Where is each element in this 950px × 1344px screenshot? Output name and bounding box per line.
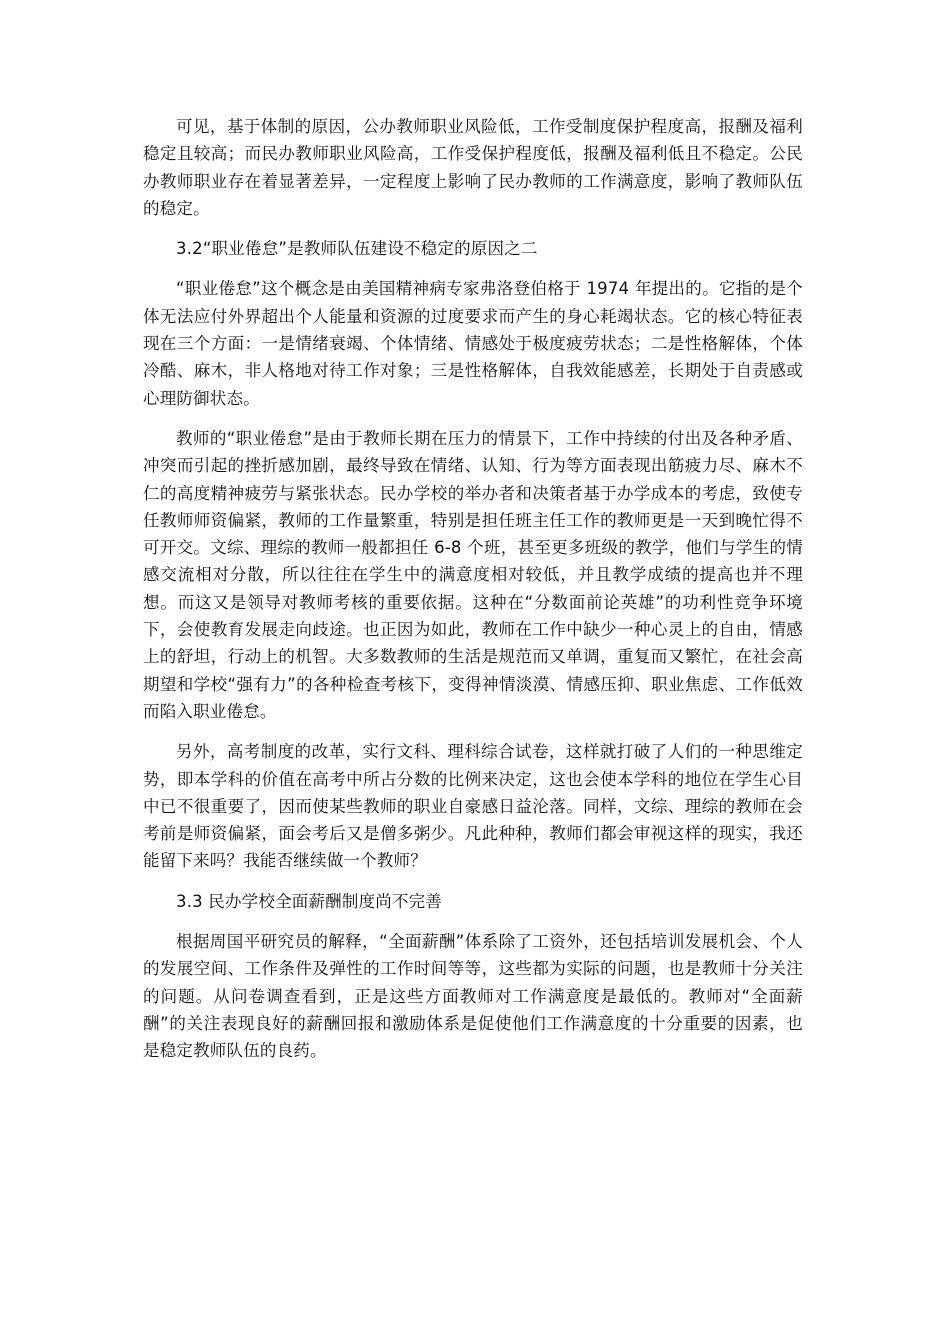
document-body bbox=[143, 113, 803, 1078]
paragraph-burnout-definition: “职业倦怠”这个概念是由美国精神病专家弗洛登伯格于 1974 年提出的。它指的是个体无法应付外界超出个人能量和资源的过度要求而产生的身心耗竭状态。它的核心特征表现在三个方面：一是情绪衰竭、个体情绪、情感处于极度疲劳状态；二是性格解体，个体冷酷、麻木，非人格地对待工作对象；三是性格解体，自我效能感差，长期处于自责感或心理防御状态。 bbox=[143, 279, 803, 408]
paragraph-total-compensation: 根据周国平研究员的解释，“全面薪酬”体系除了工资外，还包括培训发展机会、个人的发展空间、工作条件及弹性的工作时间等等，这些都为实际的问题，也是教师十分关注的问题。从问卷调查看到，正是这些方面教师对工作满意度是最低的。教师对“全面薪酬”的关注表现良好的薪酬回报和激励体系是促使他们工作满意度的十分重要的因素，也是稳定教师队伍的良药。 bbox=[143, 932, 803, 1061]
paragraph-exam-reform: 另外，高考制度的改革，实行文科、理科综合试卷，这样就打破了人们的一种思维定势，即本学科的价值在高考中所占分数的比例来决定，这也会使本学科的地位在学生心目中已不很重要了，因而使某些教师的职业自豪感日益沦落。同样，文综、理综的教师在会考前是师资偏紧，面会考后又是僧多粥少。凡此种种，教师们都会审视这样的现实，我还能留下来吗？我能否继续做一个教师？ bbox=[143, 742, 803, 871]
section-heading-3-2: 3.2“职业倦怠”是教师队伍建设不稳定的原因之二 bbox=[176, 239, 538, 259]
paragraph-public-private-risk: 可见，基于体制的原因，公办教师职业风险低，工作受制度保护程度高，报酬及福利稳定且较高；而民办教师职业风险高，工作受保护程度低，报酬及福利低且不稳定。公民办教师职业存在着显著差异，一定程度上影响了民办教师的工作满意度，影响了教师队伍的稳定。 bbox=[143, 117, 803, 218]
paragraph-teacher-burnout: 教师的“职业倦怠”是由于教师长期在压力的情景下，工作中持续的付出及各种矛盾、冲突而引起的挫折感加剧，最终导致在情绪、认知、行为等方面表现出筋疲力尽、麻木不仁的高度精神疲劳与紧张状态。民办学校的举办者和决策者基于办学成本的考虑，致使专任教师师资偏紧，教师的工作量繁重，特别是担任班主任工作的教师更是一天到晚忙得不可开交。文综、理综的教师一般都担任 6-8 个班，甚至更多班级的教学，他们与学生的情感交流相对分散，所以往往在学生中的满意度相对较低，并且教学成绩的提高也并不理想。而这又是领导对教师考核的重要依据。这种在“分数面前论英雄”的功利性竞争环境下，会使教育发展走向歧途。也正因为如此，教师在工作中缺少一种心灵上的自由，情感上的舒坦，行动上的机智。大多数教师的生活是规范而又单调，重复而又繁忙，在社会高期望和学校“强有力”的各种检查考核下，变得神情淡漠、情感压抑、职业焦虑、工作低效而陷入职业倦怠。 bbox=[143, 428, 803, 721]
section-heading-3-3: 3.3 民办学校全面薪酬制度尚不完善 bbox=[176, 891, 443, 911]
